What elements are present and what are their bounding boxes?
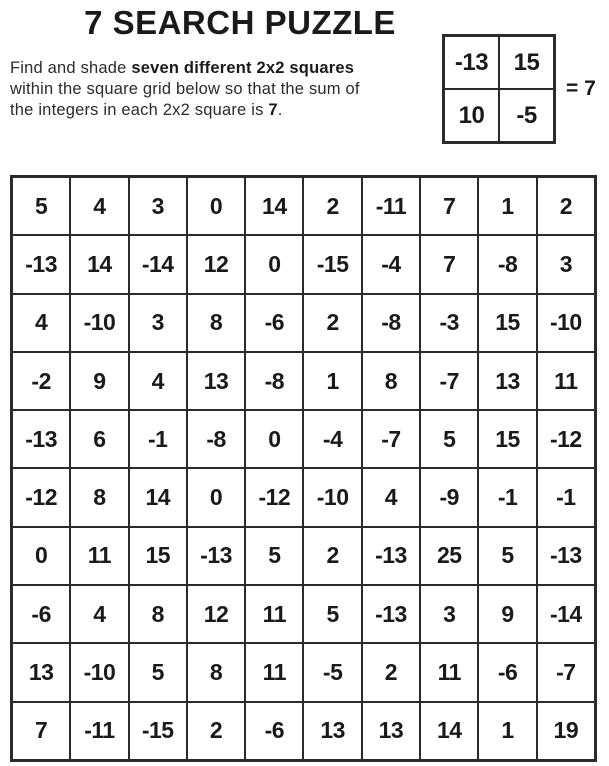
grid-cell[interactable]: 4 bbox=[362, 468, 420, 526]
grid-cell[interactable]: 5 bbox=[478, 527, 536, 585]
grid-cell[interactable]: -13 bbox=[537, 527, 595, 585]
grid-cell[interactable]: -10 bbox=[70, 643, 128, 701]
grid-cell[interactable]: 11 bbox=[245, 643, 303, 701]
example-cell: -13 bbox=[444, 36, 499, 89]
grid-cell[interactable]: 0 bbox=[245, 410, 303, 468]
grid-cell[interactable]: 14 bbox=[129, 468, 187, 526]
grid-cell[interactable]: 3 bbox=[420, 585, 478, 643]
instructions-text: within the square grid below so that the sum of bbox=[10, 80, 360, 98]
grid-cell[interactable]: 3 bbox=[129, 294, 187, 352]
grid-cell[interactable]: 2 bbox=[187, 702, 245, 760]
grid-cell[interactable]: -12 bbox=[12, 468, 70, 526]
grid-cell[interactable]: 7 bbox=[12, 702, 70, 760]
grid-cell[interactable]: -1 bbox=[537, 468, 595, 526]
grid-cell[interactable]: 12 bbox=[187, 585, 245, 643]
grid-cell[interactable]: -3 bbox=[420, 294, 478, 352]
grid-cell[interactable]: -14 bbox=[537, 585, 595, 643]
grid-cell[interactable]: 8 bbox=[70, 468, 128, 526]
grid-cell[interactable]: -13 bbox=[187, 527, 245, 585]
grid-cell[interactable]: 3 bbox=[537, 235, 595, 293]
page-title: 7 SEARCH PUZZLE bbox=[84, 4, 396, 41]
grid-cell[interactable]: 8 bbox=[187, 643, 245, 701]
grid-cell[interactable]: 4 bbox=[129, 352, 187, 410]
grid-cell[interactable]: -4 bbox=[303, 410, 361, 468]
grid-cell[interactable]: 0 bbox=[12, 527, 70, 585]
grid-cell[interactable]: 1 bbox=[478, 177, 536, 235]
grid-cell[interactable]: 6 bbox=[70, 410, 128, 468]
grid-cell[interactable]: 19 bbox=[537, 702, 595, 760]
grid-cell[interactable]: 3 bbox=[129, 177, 187, 235]
instructions-text: Find and shade bbox=[10, 59, 127, 77]
example-cell: 10 bbox=[444, 89, 499, 142]
example-square bbox=[442, 34, 556, 144]
grid-cell[interactable]: 2 bbox=[303, 177, 361, 235]
grid-cell[interactable]: 5 bbox=[245, 527, 303, 585]
grid-cell[interactable]: -1 bbox=[129, 410, 187, 468]
grid-cell[interactable]: -7 bbox=[537, 643, 595, 701]
grid-cell[interactable]: -6 bbox=[12, 585, 70, 643]
grid-cell[interactable]: 15 bbox=[129, 527, 187, 585]
grid-cell[interactable]: 0 bbox=[187, 468, 245, 526]
grid-cell[interactable]: 8 bbox=[362, 352, 420, 410]
grid-cell[interactable]: 14 bbox=[70, 235, 128, 293]
example-sum-label: = 7 bbox=[566, 77, 596, 100]
grid-cell[interactable]: 25 bbox=[420, 527, 478, 585]
grid-cell[interactable]: -2 bbox=[12, 352, 70, 410]
grid-cell[interactable]: -13 bbox=[12, 235, 70, 293]
grid-cell[interactable]: -11 bbox=[70, 702, 128, 760]
grid-cell[interactable]: 4 bbox=[12, 294, 70, 352]
grid-cell[interactable]: -12 bbox=[537, 410, 595, 468]
grid-cell[interactable]: -13 bbox=[362, 527, 420, 585]
grid-cell[interactable]: 2 bbox=[303, 294, 361, 352]
grid-cell[interactable]: 0 bbox=[187, 177, 245, 235]
grid-cell[interactable]: 4 bbox=[70, 585, 128, 643]
grid-cell[interactable]: 11 bbox=[420, 643, 478, 701]
grid-cell[interactable]: -4 bbox=[362, 235, 420, 293]
grid-cell[interactable]: 2 bbox=[537, 177, 595, 235]
grid-cell[interactable]: -6 bbox=[245, 702, 303, 760]
grid-cell[interactable]: 11 bbox=[245, 585, 303, 643]
grid-cell[interactable]: -10 bbox=[70, 294, 128, 352]
grid-cell[interactable]: 15 bbox=[478, 410, 536, 468]
grid-cell[interactable]: 2 bbox=[303, 527, 361, 585]
grid-cell[interactable]: 13 bbox=[303, 702, 361, 760]
grid-cell[interactable]: -15 bbox=[303, 235, 361, 293]
grid-cell[interactable]: -9 bbox=[420, 468, 478, 526]
instructions-bold-squares: seven different 2x2 squares bbox=[131, 59, 355, 77]
grid-cell[interactable]: 2 bbox=[362, 643, 420, 701]
grid-cell[interactable]: 9 bbox=[70, 352, 128, 410]
grid-cell[interactable]: 0 bbox=[245, 235, 303, 293]
grid-cell[interactable]: 11 bbox=[70, 527, 128, 585]
grid-cell[interactable]: 1 bbox=[478, 702, 536, 760]
grid-cell[interactable]: 4 bbox=[70, 177, 128, 235]
grid-cell[interactable]: 11 bbox=[537, 352, 595, 410]
grid-cell[interactable]: 7 bbox=[420, 235, 478, 293]
grid-cell[interactable]: 14 bbox=[420, 702, 478, 760]
grid-cell[interactable]: -5 bbox=[303, 643, 361, 701]
grid-cell[interactable]: -6 bbox=[478, 643, 536, 701]
example-section bbox=[442, 34, 596, 144]
grid-cell[interactable]: -8 bbox=[187, 410, 245, 468]
grid-cell[interactable]: -6 bbox=[245, 294, 303, 352]
grid-cell[interactable]: 7 bbox=[420, 177, 478, 235]
grid-cell[interactable]: -10 bbox=[537, 294, 595, 352]
grid-cell[interactable]: 9 bbox=[478, 585, 536, 643]
grid-cell[interactable]: 15 bbox=[478, 294, 536, 352]
grid-cell[interactable]: -12 bbox=[245, 468, 303, 526]
instructions bbox=[10, 58, 450, 121]
grid-cell[interactable]: -7 bbox=[362, 410, 420, 468]
example-cell: 15 bbox=[499, 36, 554, 89]
puzzle-grid bbox=[10, 175, 597, 762]
grid-cell[interactable]: 13 bbox=[12, 643, 70, 701]
grid-cell[interactable]: 14 bbox=[245, 177, 303, 235]
example-cell: -5 bbox=[499, 89, 554, 142]
grid-cell[interactable]: -8 bbox=[362, 294, 420, 352]
grid-cell[interactable]: -8 bbox=[245, 352, 303, 410]
grid-cell[interactable]: 1 bbox=[303, 352, 361, 410]
instructions-text: the integers in each 2x2 square is bbox=[10, 101, 264, 119]
grid-cell[interactable]: 13 bbox=[362, 702, 420, 760]
grid-cell[interactable]: -15 bbox=[129, 702, 187, 760]
grid-cell[interactable]: -1 bbox=[478, 468, 536, 526]
grid-cell[interactable]: -14 bbox=[129, 235, 187, 293]
instructions-text: . bbox=[277, 101, 283, 119]
instructions-bold-target: 7 bbox=[268, 101, 278, 119]
grid-cell[interactable]: 8 bbox=[129, 585, 187, 643]
grid-cell[interactable]: -11 bbox=[362, 177, 420, 235]
grid-cell[interactable]: 8 bbox=[187, 294, 245, 352]
grid-cell[interactable]: 5 bbox=[12, 177, 70, 235]
grid-cell[interactable]: -13 bbox=[362, 585, 420, 643]
grid-cell[interactable]: 5 bbox=[129, 643, 187, 701]
grid-cell[interactable]: 5 bbox=[303, 585, 361, 643]
grid-cell[interactable]: -7 bbox=[420, 352, 478, 410]
grid-cell[interactable]: 13 bbox=[187, 352, 245, 410]
grid-cell[interactable]: -13 bbox=[12, 410, 70, 468]
grid-cell[interactable]: -8 bbox=[478, 235, 536, 293]
grid-cell[interactable]: 12 bbox=[187, 235, 245, 293]
grid-cell[interactable]: 5 bbox=[420, 410, 478, 468]
grid-cell[interactable]: 13 bbox=[478, 352, 536, 410]
grid-cell[interactable]: -10 bbox=[303, 468, 361, 526]
